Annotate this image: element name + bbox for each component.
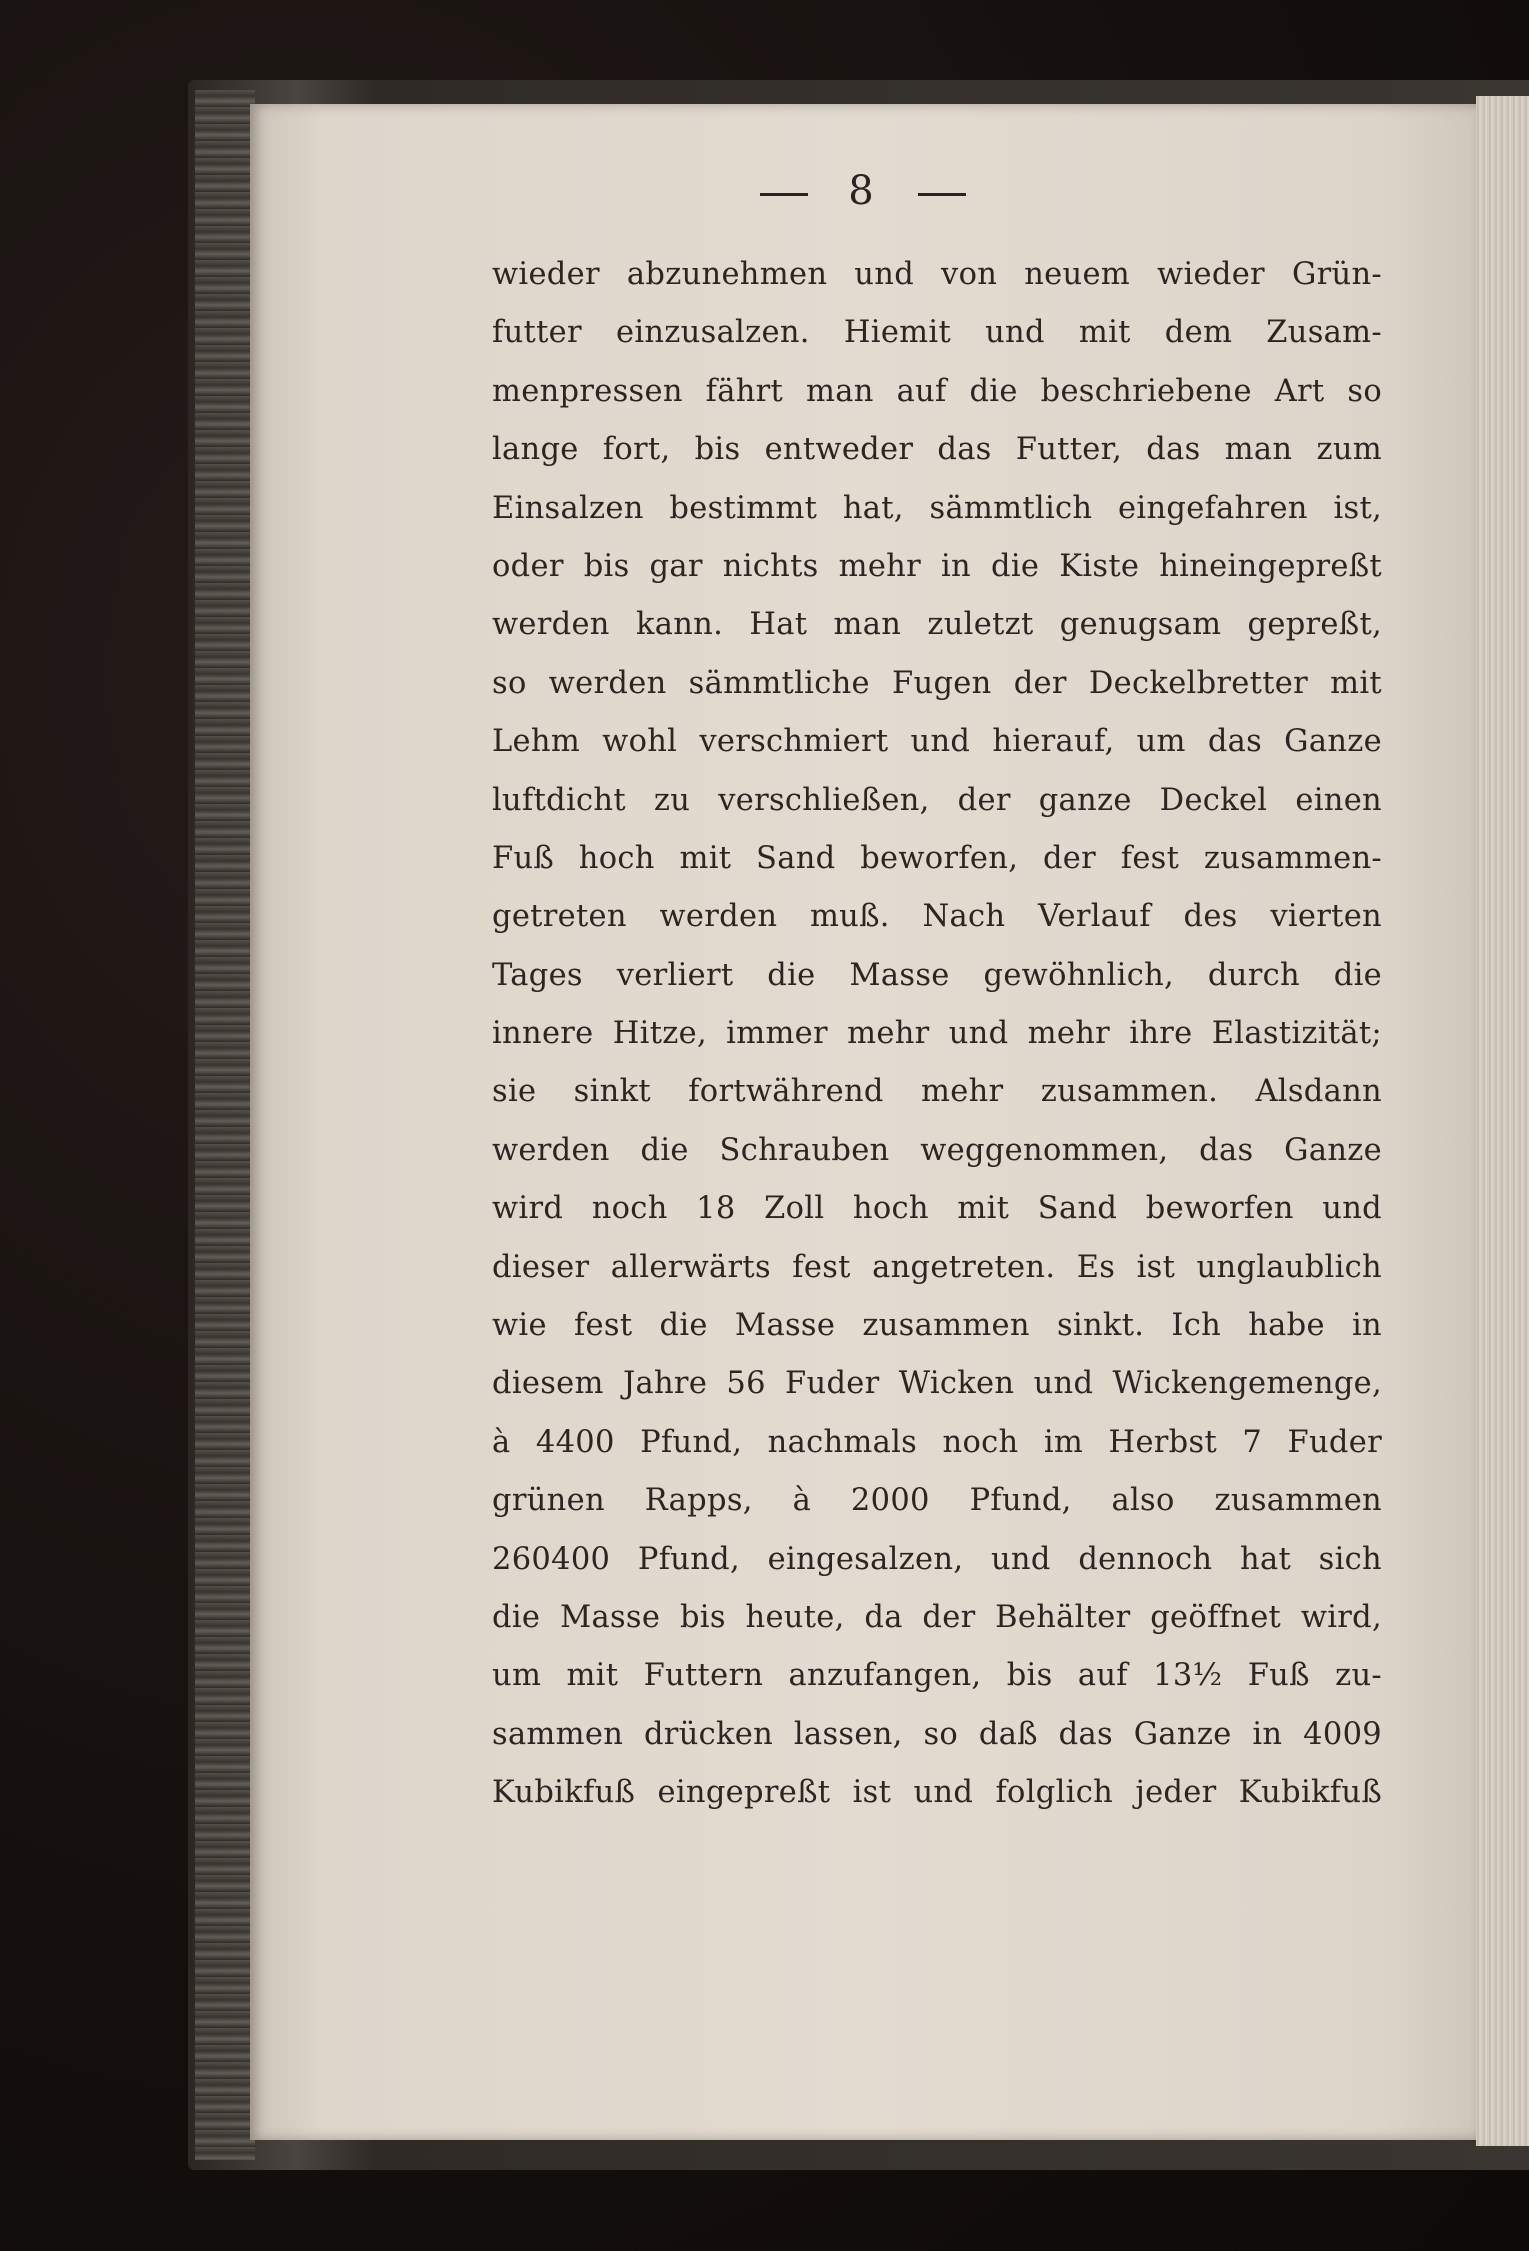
text-line: diesem Jahre 56 Fuder Wicken und Wickengemenge, (492, 1366, 1382, 1402)
page-stack-edge (1476, 96, 1529, 2146)
header-dash-right (918, 193, 966, 196)
text-line: die Masse bis heute, da der Behälter geöffnet wird, (492, 1599, 1382, 1635)
text-line: werden kann. Hat man zuletzt genugsam gepreßt, (492, 607, 1382, 643)
text-line: Fuß hoch mit Sand beworfen, der fest zusammen- (492, 840, 1382, 876)
text-line: grünen Rapps, à 2000 Pfund, also zusammen (492, 1483, 1382, 1519)
text-line: futter einzusalzen. Hiemit und mit dem Zusam- (492, 315, 1382, 351)
text-line: Tages verliert die Masse gewöhnlich, durch die (492, 957, 1382, 993)
text-line: Lehm wohl verschmiert und hierauf, um das Ganze (492, 724, 1382, 760)
text-line: werden die Schrauben weggenommen, das Ganze (492, 1132, 1382, 1168)
text-line: dieser allerwärts fest angetreten. Es ist unglaublich (492, 1249, 1382, 1285)
text-line: luftdicht zu verschließen, der ganze Deckel einen (492, 782, 1382, 818)
header-dash-left (760, 193, 808, 196)
text-line: 260400 Pfund, eingesalzen, und dennoch hat sich (492, 1541, 1382, 1577)
text-line: oder bis gar nichts mehr in die Kiste hineingepreßt (492, 548, 1382, 584)
text-line: wird noch 18 Zoll hoch mit Sand beworfen und (492, 1191, 1382, 1227)
body-text (492, 246, 1382, 1823)
book-spine-edge (195, 90, 255, 2160)
text-line: Kubikfuß eingepreßt ist und folglich jeder Kubikfuß (492, 1775, 1382, 1811)
text-line: um mit Futtern anzufangen, bis auf 13½ Fuß zu- (492, 1658, 1382, 1694)
text-line: innere Hitze, immer mehr und mehr ihre Elastizität; (492, 1016, 1382, 1052)
text-line: à 4400 Pfund, nachmals noch im Herbst 7 Fuder (492, 1424, 1382, 1460)
text-line: wieder abzunehmen und von neuem wieder Grün- (492, 257, 1382, 292)
text-line: Einsalzen bestimmt hat, sämmtlich eingefahren ist, (492, 490, 1382, 526)
text-line: lange fort, bis entweder das Futter, das man zum (492, 432, 1382, 468)
text-line: so werden sämmtliche Fugen der Deckelbretter mit (492, 665, 1382, 701)
page-header (250, 168, 1476, 214)
page-number: 8 (848, 168, 878, 214)
text-line: wie fest die Masse zusammen sinkt. Ich habe in (492, 1308, 1382, 1344)
text-line: getreten werden muß. Nach Verlauf des vierten (492, 899, 1382, 935)
text-line: sammen drücken lassen, so daß das Ganze in 4009 (492, 1716, 1382, 1752)
text-line: menpressen fährt man auf die beschriebene Art so (492, 373, 1382, 409)
text-line: sie sinkt fortwährend mehr zusammen. Alsdann (492, 1074, 1382, 1110)
